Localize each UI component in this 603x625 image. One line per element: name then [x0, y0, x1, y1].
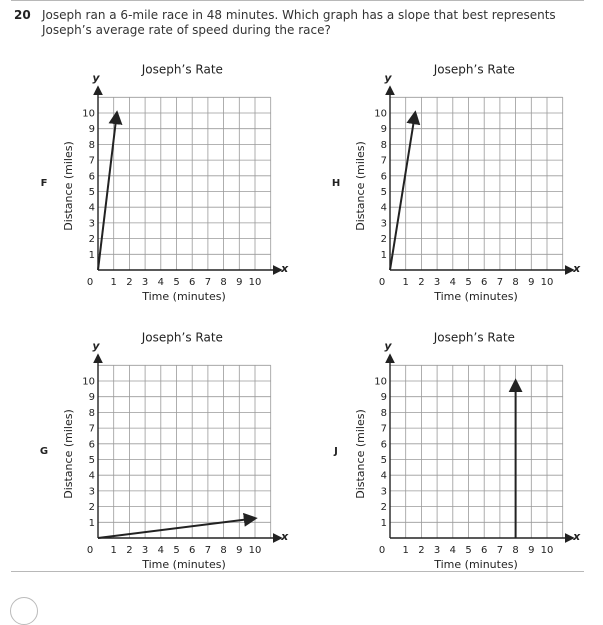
y-tick-label: 8 — [88, 139, 95, 151]
origin-label: 0 — [86, 277, 94, 288]
y-tick-label: 7 — [380, 155, 387, 167]
option-letter: F — [40, 178, 48, 189]
x-tick-label: 5 — [465, 277, 472, 288]
y-tick-label: 5 — [380, 455, 387, 466]
x-axis-title: Time (minutes) — [142, 290, 226, 303]
x-tick-label: 6 — [481, 545, 488, 556]
x-tick-label: 3 — [433, 545, 441, 556]
y-tick-label: 6 — [88, 171, 95, 183]
y-tick-label: 6 — [380, 171, 387, 183]
y-tick-label: 10 — [82, 108, 95, 120]
x-tick-label: 7 — [496, 545, 504, 556]
x-tick-label: 2 — [126, 277, 133, 288]
y-tick-label: 7 — [88, 423, 95, 435]
x-tick-label: 8 — [220, 277, 227, 288]
x-variable-label: x — [573, 262, 581, 275]
y-tick-label: 9 — [88, 124, 95, 136]
y-tick-label: 4 — [380, 202, 387, 214]
y-tick-label: 5 — [88, 187, 95, 198]
x-tick-label: 3 — [141, 277, 149, 288]
x-tick-label: 9 — [236, 277, 243, 288]
y-tick-label: 2 — [88, 502, 95, 514]
x-tick-label: 1 — [110, 545, 117, 556]
y-tick-label: 8 — [380, 139, 387, 151]
y-tick-label: 10 — [82, 376, 95, 388]
y-tick-label: 3 — [380, 218, 387, 230]
y-tick-label: 6 — [88, 439, 95, 451]
x-tick-label: 10 — [248, 545, 262, 556]
x-tick-label: 4 — [157, 545, 164, 556]
question-number: 20 — [14, 8, 31, 22]
y-variable-label: y — [92, 71, 100, 85]
x-tick-label: 6 — [189, 277, 196, 288]
x-tick-label: 5 — [173, 277, 180, 288]
x-tick-label: 9 — [236, 545, 243, 556]
x-tick-label: 4 — [449, 545, 456, 556]
graph-title: Joseph’s Rate — [141, 62, 223, 77]
x-tick-label: 10 — [248, 277, 262, 288]
graph-title: Joseph’s Rate — [433, 330, 515, 345]
y-tick-label: 4 — [380, 470, 387, 482]
y-axis-title: Distance (miles) — [354, 409, 367, 499]
option-letter: H — [331, 178, 341, 189]
y-tick-label: 8 — [380, 407, 387, 419]
option-letter: G — [39, 446, 49, 457]
x-axis-title: Time (minutes) — [142, 558, 226, 571]
origin-label: 0 — [378, 545, 386, 556]
x-tick-label: 5 — [465, 545, 472, 556]
bottom-divider — [11, 571, 584, 572]
x-tick-label: 2 — [418, 545, 425, 556]
y-tick-label: 10 — [374, 108, 387, 120]
y-tick-label: 10 — [374, 376, 387, 388]
x-tick-label: 7 — [204, 277, 212, 288]
y-tick-label: 7 — [380, 423, 387, 435]
y-tick-label: 4 — [88, 470, 95, 482]
x-tick-label: 6 — [481, 277, 488, 288]
origin-label: 0 — [86, 545, 94, 556]
y-variable-label: y — [92, 339, 100, 353]
x-tick-label: 8 — [512, 277, 519, 288]
x-tick-label: 10 — [540, 545, 554, 556]
graph-title: Joseph’s Rate — [141, 330, 223, 345]
x-variable-label: x — [281, 262, 289, 275]
next-question-marker — [10, 597, 38, 625]
y-tick-label: 5 — [88, 455, 95, 466]
y-tick-label: 3 — [380, 486, 387, 498]
y-tick-label: 2 — [380, 502, 387, 514]
question-text: Joseph ran a 6-mile race in 48 minutes. Which graph has a slope that best represents Joseph’s average rate of speed during the race? — [42, 8, 556, 37]
x-tick-label: 9 — [528, 545, 535, 556]
y-tick-label: 1 — [380, 249, 387, 261]
option-letter: J — [334, 446, 338, 457]
y-axis-title: Distance (miles) — [354, 141, 367, 231]
y-tick-label: 5 — [380, 187, 387, 198]
y-tick-label: 1 — [88, 517, 95, 529]
y-tick-label: 4 — [88, 202, 95, 214]
x-tick-label: 1 — [110, 277, 117, 288]
x-tick-label: 9 — [528, 277, 535, 288]
x-tick-label: 1 — [402, 545, 409, 556]
x-tick-label: 3 — [433, 277, 441, 288]
y-tick-label: 6 — [380, 439, 387, 451]
y-tick-label: 1 — [380, 517, 387, 529]
x-axis-title: Time (minutes) — [434, 290, 518, 303]
x-tick-label: 2 — [126, 545, 133, 556]
x-tick-label: 4 — [449, 277, 456, 288]
x-tick-label: 5 — [173, 545, 180, 556]
x-tick-label: 6 — [189, 545, 196, 556]
graph-title: Joseph’s Rate — [433, 62, 515, 77]
y-tick-label: 3 — [88, 486, 95, 498]
x-axis-title: Time (minutes) — [434, 558, 518, 571]
y-axis-title: Distance (miles) — [62, 409, 75, 499]
y-tick-label: 9 — [380, 392, 387, 404]
y-tick-label: 9 — [88, 392, 95, 404]
y-tick-label: 2 — [380, 234, 387, 246]
origin-label: 0 — [378, 277, 386, 288]
x-tick-label: 8 — [220, 545, 227, 556]
y-tick-label: 1 — [88, 249, 95, 261]
x-tick-label: 10 — [540, 277, 554, 288]
x-tick-label: 4 — [157, 277, 164, 288]
x-tick-label: 2 — [418, 277, 425, 288]
y-variable-label: y — [384, 339, 392, 353]
y-tick-label: 2 — [88, 234, 95, 246]
x-tick-label: 1 — [402, 277, 409, 288]
y-variable-label: y — [384, 71, 392, 85]
x-tick-label: 3 — [141, 545, 149, 556]
y-tick-label: 7 — [88, 155, 95, 167]
x-variable-label: x — [281, 530, 289, 543]
y-axis-title: Distance (miles) — [62, 141, 75, 231]
y-tick-label: 8 — [88, 407, 95, 419]
y-tick-label: 3 — [88, 218, 95, 230]
x-tick-label: 8 — [512, 545, 519, 556]
x-variable-label: x — [573, 530, 581, 543]
x-tick-label: 7 — [496, 277, 504, 288]
x-tick-label: 7 — [204, 545, 212, 556]
y-tick-label: 9 — [380, 124, 387, 136]
